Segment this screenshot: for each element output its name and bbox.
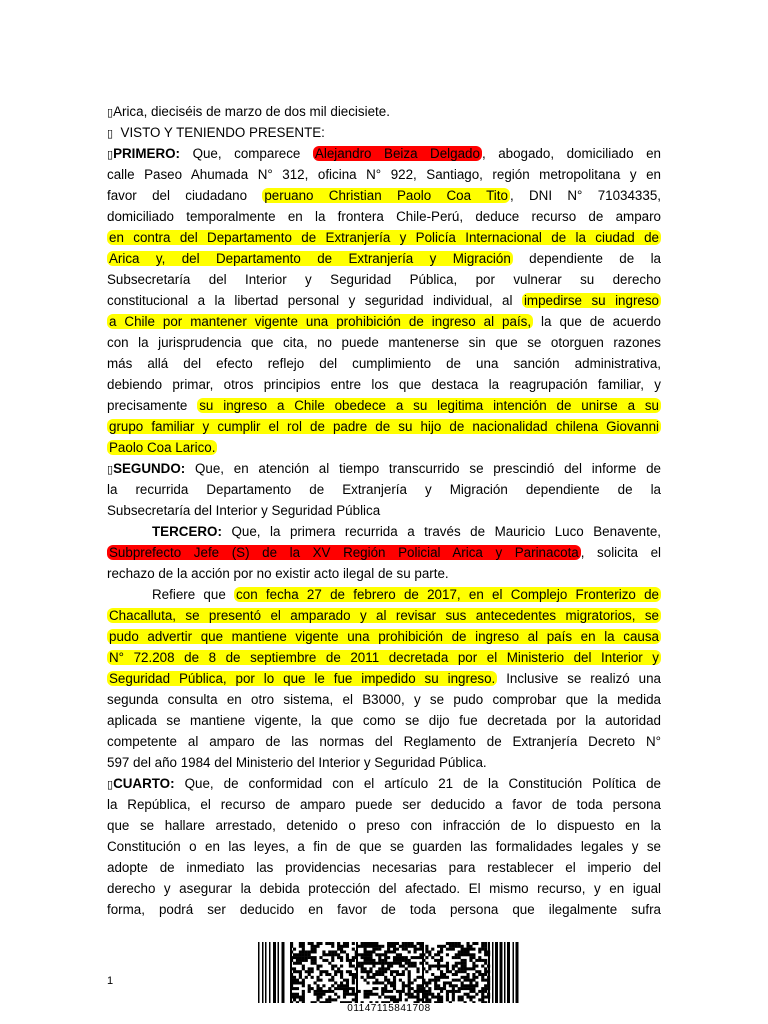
primero-line-14 xyxy=(107,416,661,437)
redacted-name: Subprefecto Jefe (S) de la XV Región Policial Arica y Parinacota xyxy=(109,545,579,560)
primero-line-10: con la jurisprudencia que cita, no puede mantenerse sin que se otorguen razones xyxy=(107,335,661,350)
highlight: en contra del Departamento de Extranjería y Policía Internacional de la ciudad de xyxy=(109,230,659,245)
tercero-p2-line-5: Seguridad Pública, por lo que le fue impedido su ingreso. Inclusive se realizó una xyxy=(109,671,661,686)
highlight: pudo advertir que mantiene vigente una prohibición de ingreso al país en la causa xyxy=(109,629,659,644)
highlight: peruano Christian Paolo Coa Tito xyxy=(264,188,508,203)
primero-line-3: favor del ciudadano peruano Christian Paolo Coa Tito , DNI N° 71034335, xyxy=(107,188,661,203)
cuarto-line-5: adopte de inmediato las providencias necesarias para restablecer el imperio del xyxy=(107,860,661,875)
redacted-name: Alejandro Beiza Delgado xyxy=(314,146,480,161)
highlight: Paolo Coa Larico. xyxy=(109,440,216,455)
highlight: grupo familiar y cumplir el rol de padre de su hijo de nacionalidad chilena Giovanni xyxy=(109,419,659,434)
tercero-p2-line-4 xyxy=(107,647,661,668)
tercero-p2-line-8: competente al amparo de las normas del Reglamento de Extranjería Decreto N° xyxy=(107,734,661,749)
tercero-p2-line-9: 597 del año 1984 del Ministerio del Interior y Seguridad Pública. xyxy=(107,755,487,770)
highlight: su ingreso a Chile obedece a su legitima intención de unirse a su xyxy=(199,398,659,413)
highlight: a Chile por mantener vigente una prohibición de ingreso al país, xyxy=(109,314,532,329)
tercero-p2-line-1: Refiere que con fecha 27 de febrero de 2017, en el Complejo Fronterizo de xyxy=(152,587,659,602)
highlight: N° 72.208 de 8 de septiembre de 2011 decretada por el Ministerio del Interior y xyxy=(109,650,659,665)
primero-line-13: precisamente su ingreso a Chile obedece a su legitima intención de unirse a su xyxy=(107,398,659,413)
highlight: impedirse su ingreso xyxy=(523,293,659,308)
missing-glyph-icon: ▯ xyxy=(107,463,114,476)
highlight: Seguridad Pública, por lo que le fue impedido su ingreso. xyxy=(109,671,496,686)
cuarto-line-4: Constitución o en las leyes, a fin de que se guarden las formalidades legales y se xyxy=(107,839,661,854)
segundo-line-1: ▯SEGUNDO: Que, en atención al tiempo transcurrido se prescindió del informe de xyxy=(107,461,661,476)
tercero-p2-line-2 xyxy=(107,605,661,626)
primero-line-11: más allá del efecto reflejo del cumplimiento de una sanción administrativa, xyxy=(107,356,661,371)
highlight: Arica y, del Departamento de Extranjería y Migración xyxy=(109,251,511,266)
tercero-p2-line-3 xyxy=(107,626,661,647)
tercero-line-1: TERCERO: Que, la primera recurrida a través de Mauricio Luco Benavente, xyxy=(152,524,661,539)
missing-glyph-icon: ▯ xyxy=(107,127,114,140)
primero-line-4: domiciliado temporalmente en la frontera Chile-Perú, deduce recurso de amparo xyxy=(107,209,661,224)
tercero-p2-line-7: aplicada se mantiene vigente, la que como se dijo fue decretada por la autoridad xyxy=(107,713,661,728)
cuarto-line-7: forma, podrá ser deducido en favor de toda persona que ilegalmente sufra xyxy=(107,902,661,917)
visto-heading: ▯ VISTO Y TENIENDO PRESENTE: xyxy=(107,125,325,140)
cuarto-line-6: derecho y asegurar la debida protección del afectado. El mismo recurso, y en igual xyxy=(107,881,661,896)
primero-line-15 xyxy=(107,437,661,458)
highlight: con fecha 27 de febrero de 2017, en el Complejo Fronterizo de xyxy=(236,587,659,602)
date-line: ▯Arica, dieciséis de marzo de dos mil diecisiete. xyxy=(107,104,390,119)
primero-line-1: ▯PRIMERO: Que, comparece Alejandro Beiza Delgado , abogado, domiciliado en xyxy=(107,146,661,161)
missing-glyph-icon: ▯ xyxy=(107,778,114,791)
tercero-line-2: Subprefecto Jefe (S) de la XV Región Policial Arica y Parinacota , solicita el xyxy=(109,545,661,560)
cuarto-line-2: la República, el recurso de amparo puede ser deducido a favor de toda persona xyxy=(107,797,661,812)
tercero-p2-line-6: segunda consulta en otro sistema, el B3000, y se pudo comprobar que la medida xyxy=(107,692,661,707)
primero-line-12: debiendo primar, otros principios entre los que destaca la reagrupación familiar, y xyxy=(107,377,661,392)
primero-line-8: constitucional a la libertad personal y seguridad individual, al impedirse su ingreso xyxy=(107,293,659,308)
primero-line-9: a Chile por mantener vigente una prohibición de ingreso al país, la que de acuerdo xyxy=(109,314,661,329)
cuarto-line-3: que se hallare arrestado, detenido o preso con infracción de lo dispuesto en la xyxy=(107,818,661,833)
missing-glyph-icon: ▯ xyxy=(107,106,114,119)
missing-glyph-icon: ▯ xyxy=(107,148,114,161)
document-body xyxy=(107,101,661,920)
barcode-number: 01147115841708 xyxy=(258,1003,520,1014)
primero-line-7: Subsecretaría del Interior y Seguridad Pública, por vulnerar su derecho xyxy=(107,272,661,287)
segundo-line-3: Subsecretaría del Interior y Seguridad Pública xyxy=(107,503,381,518)
tercero-line-3: rechazo de la acción por no existir acto ilegal de su parte. xyxy=(107,566,449,581)
highlight: Chacalluta, se presentó el amparado y al revisar sus antecedentes migratorios, se xyxy=(109,608,659,623)
primero-line-6: Arica y, del Departamento de Extranjería y Migración dependiente de la xyxy=(109,251,661,266)
primero-line-2: calle Paseo Ahumada N° 312, oficina N° 922, Santiago, región metropolitana y en xyxy=(107,167,661,182)
page-number: 1 xyxy=(107,975,114,987)
segundo-line-2: la recurrida Departamento de Extranjería y Migración dependiente de la xyxy=(107,482,661,497)
primero-line-5 xyxy=(107,227,661,248)
cuarto-line-1: ▯CUARTO: Que, de conformidad con el artículo 21 de la Constitución Política de xyxy=(107,776,661,791)
